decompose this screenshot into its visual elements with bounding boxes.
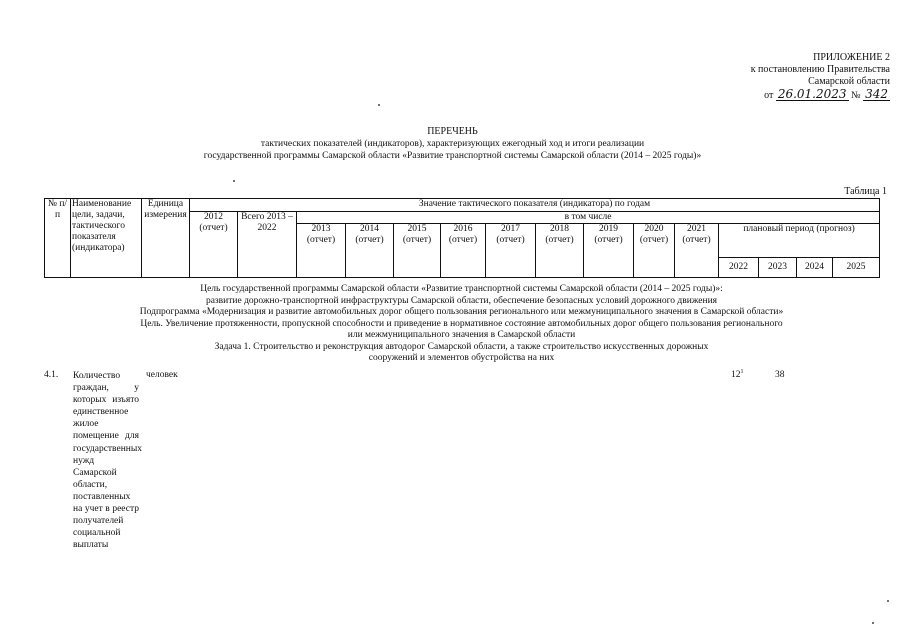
appendix-region: Самарской области — [808, 76, 890, 87]
header-plan-2022: 2022 — [719, 258, 759, 278]
header-plan-period: плановый период (прогноз) — [719, 224, 880, 258]
row-value-2024 — [731, 370, 744, 380]
task-line: Задача 1. Строительство и реконструкция автодорог Самарской области, а также строительство искусственных дорожных — [214, 341, 709, 352]
appendix-resolution: к постановлению Правительства — [750, 64, 890, 75]
title-line-3: государственной программы Самарской области «Развитие транспортной системы Самарской области (2014 – 2025 годы)» — [203, 151, 702, 161]
header-num: № п/п — [45, 199, 71, 278]
header-plan-2023: 2023 — [759, 258, 797, 278]
title-main: ПЕРЕЧЕНЬ — [427, 126, 478, 137]
goal-block — [44, 284, 879, 365]
appendix-header — [720, 52, 890, 102]
task-line: сооружений и элементов обустройства на них — [368, 353, 555, 363]
header-year-2014: 2014 (отчет) — [346, 224, 394, 278]
document-title — [0, 126, 905, 162]
appendix-date-line — [720, 88, 890, 102]
subprogram-line: Подпрограмма «Модернизация и развитие автомобильных дорог общего пользования регионального или межмуниципального значения в Самарской области» — [139, 307, 784, 317]
subprogram-goal-line: Цель. Увеличение протяженности, пропускной способности и приведение в нормативное состояние автомобильных дорог общего пользования регионального — [140, 318, 783, 329]
scan-speck — [887, 600, 889, 602]
number-value: 342 — [865, 87, 888, 101]
header-year-2013: 2013 (отчет) — [297, 224, 346, 278]
appendix-title: ПРИЛОЖЕНИЕ 2 — [813, 52, 890, 63]
goal-line: развитие дорожно-транспортной инфраструктуры Самарской области, обеспечение безопасных условий дорожного движения — [205, 295, 718, 306]
date-value: 26.01.2023 — [777, 87, 847, 101]
header-values-title: Значение тактического показателя (индикатора) по годам — [190, 199, 880, 212]
scan-speck — [378, 104, 380, 106]
header-year-2020: 2020 (отчет) — [634, 224, 675, 278]
header-unit: Единица измерения — [142, 199, 190, 278]
footnote-mark: 1 — [740, 368, 744, 375]
header-year-2019: 2019 (отчет) — [584, 224, 634, 278]
header-plan-2025: 2025 — [833, 258, 880, 278]
header-name: Наименование цели, задачи, тактического показателя (индикатора) — [71, 199, 142, 278]
header-2012: 2012 (отчет) — [190, 212, 238, 278]
header-year-2021: 2021 (отчет) — [675, 224, 719, 278]
row-unit: человек — [146, 370, 178, 380]
subprogram-goal-line: или межмуниципального значения в Самарской области — [347, 330, 576, 340]
row-number: 4.1. — [44, 370, 59, 380]
header-year-2017: 2017 (отчет) — [486, 224, 536, 278]
indicators-table-header — [44, 198, 880, 278]
number-prefix: № — [851, 90, 861, 101]
header-plan-2024: 2024 — [797, 258, 833, 278]
row-value-2025: 38 — [775, 370, 785, 380]
header-year-2018: 2018 (отчет) — [536, 224, 584, 278]
value-2024: 12 — [731, 370, 741, 380]
header-year-2015: 2015 (отчет) — [394, 224, 441, 278]
header-including: в том числе — [297, 212, 880, 224]
title-line-2: тактических показателей (индикаторов), характеризующих ежегодный ход и итоги реализации — [260, 139, 645, 149]
row-indicator-name: Количество граждан, у которых изъято единственное жилое помещение для государственных нужд Самарской области, поставленных на учет в реестр получателей социальной выплаты — [73, 371, 143, 551]
scan-speck — [872, 622, 874, 624]
scan-speck — [233, 180, 235, 182]
header-total: Всего 2013 – 2022 — [238, 212, 297, 278]
header-year-2016: 2016 (отчет) — [441, 224, 486, 278]
table-label: Таблица 1 — [844, 186, 887, 197]
goal-line: Цель государственной программы Самарской области «Развитие транспортной системы Самарской области (2014 – 2025 годы)»: — [200, 284, 723, 294]
date-prefix: от — [764, 90, 774, 101]
